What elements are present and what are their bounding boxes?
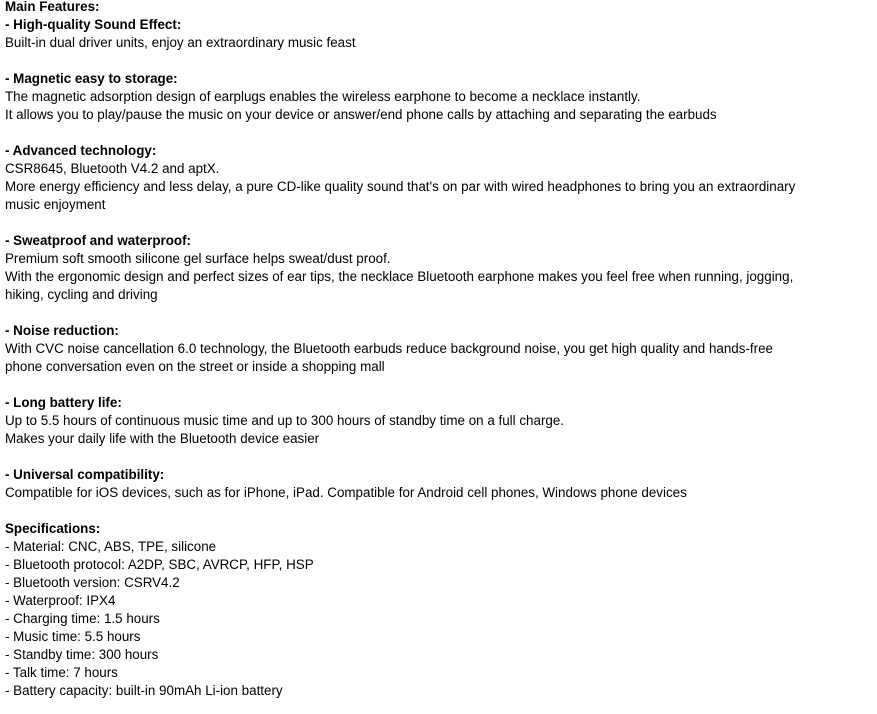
feature-text: With the ergonomic design and perfect sizes of ear tips, the necklace Bluetooth earphone makes you feel free when running, jogging, [5,269,794,284]
feature-text: The magnetic adsorption design of earplugs enables the wireless earphone to become a necklace instantly. [5,89,641,104]
feature-title: - Long battery life: [5,395,122,410]
feature-title: - Magnetic easy to storage: [5,71,178,86]
section-spacer [5,52,871,70]
feature-magnetic-storage [5,70,871,124]
specifications-heading: Specifications: [5,521,101,536]
feature-sweatproof [5,232,871,304]
product-description [5,0,871,700]
feature-text: hiking, cycling and driving [5,287,158,302]
spec-item-material: - Material: CNC, ABS, TPE, silicone [5,539,217,554]
section-spacer [5,502,871,520]
section-spacer [5,376,871,394]
section-spacer [5,124,871,142]
feature-title: - High-quality Sound Effect: [5,17,182,32]
specifications-section [5,520,871,700]
spec-item-talk-time: - Talk time: 7 hours [5,665,118,680]
feature-text: Up to 5.5 hours of continuous music time and up to 300 hours of standby time on a full charge. [5,413,565,428]
spec-item-music-time: - Music time: 5.5 hours [5,629,141,644]
feature-text: Built-in dual driver units, enjoy an extraordinary music feast [5,35,356,50]
feature-compatibility [5,466,871,502]
feature-text: music enjoyment [5,197,106,212]
spec-item-bluetooth-version: - Bluetooth version: CSRV4.2 [5,575,180,590]
section-spacer [5,304,871,322]
spec-item-standby-time: - Standby time: 300 hours [5,647,159,662]
feature-text: More energy efficiency and less delay, a pure CD-like quality sound that's on par with wired headphones to bring you an extraordinary [5,179,796,194]
feature-text: phone conversation even on the street or inside a shopping mall [5,359,385,374]
feature-title: - Universal compatibility: [5,467,165,482]
feature-title: - Noise reduction: [5,323,119,338]
feature-text: Premium soft smooth silicone gel surface helps sweat/dust proof. [5,251,391,266]
feature-battery-life [5,394,871,448]
feature-text: With CVC noise cancellation 6.0 technology, the Bluetooth earbuds reduce background noise, you get high quality and hands-free [5,341,773,356]
spec-item-battery-capacity: - Battery capacity: built-in 90mAh Li-ion battery [5,683,283,698]
spec-item-waterproof: - Waterproof: IPX4 [5,593,116,608]
feature-title: - Advanced technology: [5,143,157,158]
feature-text: Compatible for iOS devices, such as for iPhone, iPad. Compatible for Android cell phones, Windows phone devices [5,485,687,500]
spec-item-bluetooth-protocol: - Bluetooth protocol: A2DP, SBC, AVRCP, HFP, HSP [5,557,314,572]
feature-text: CSR8645, Bluetooth V4.2 and aptX. [5,161,220,176]
feature-title: - Sweatproof and waterproof: [5,233,191,248]
section-spacer [5,448,871,466]
feature-text: Makes your daily life with the Bluetooth device easier [5,431,320,446]
section-spacer [5,214,871,232]
spec-item-charging-time: - Charging time: 1.5 hours [5,611,160,626]
feature-advanced-technology [5,142,871,214]
main-features-heading: Main Features: [5,0,100,14]
feature-sound-effect [5,16,871,52]
feature-noise-reduction [5,322,871,376]
feature-text: It allows you to play/pause the music on your device or answer/end phone calls by attaching and separating the earbuds [5,107,717,122]
